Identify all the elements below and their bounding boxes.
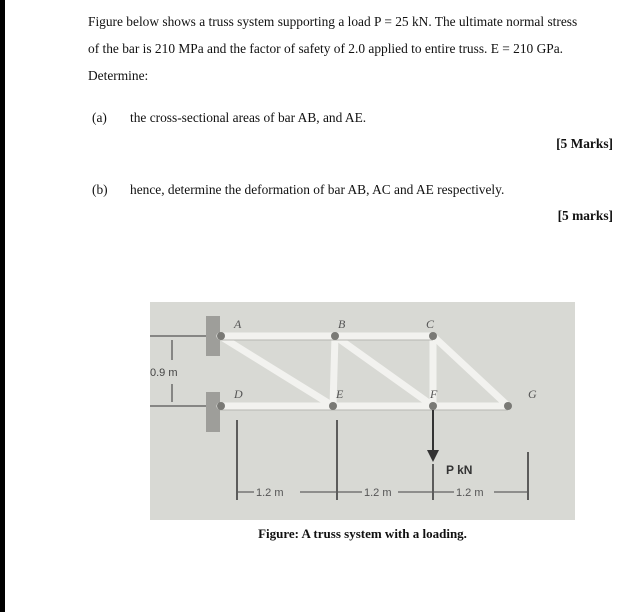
span-label-3: 1.2 m [456, 487, 484, 499]
truss-figure [150, 302, 575, 520]
node-label-g: G [528, 387, 537, 401]
member-be [333, 336, 335, 406]
joint-g [504, 402, 512, 410]
node-label-a: A [234, 317, 242, 331]
joint-e [329, 402, 337, 410]
intro-line-2: of the bar is 210 MPa and the factor of safety of 2.0 applied to entire truss. E = 210 GPa. [88, 41, 563, 56]
figure-caption: Figure: A truss system with a loading. [258, 526, 467, 541]
span-label-1: 1.2 m [256, 487, 284, 499]
joint-a [217, 332, 225, 340]
question-a-label: (a) [92, 110, 107, 125]
node-label-b: B [338, 317, 346, 331]
node-label-c: C [426, 317, 435, 331]
node-label-e: E [336, 387, 344, 401]
height-label: 0.9 m [150, 367, 178, 379]
question-a-text: the cross-sectional areas of bar AB, and AE. [130, 110, 367, 125]
node-label-d: D [234, 387, 243, 401]
joint-f [429, 402, 437, 410]
left-border-bar [0, 0, 5, 612]
joint-d [217, 402, 225, 410]
question-b-marks: [5 marks] [557, 208, 613, 223]
joint-b [331, 332, 339, 340]
node-label-f: F [430, 387, 438, 401]
question-b-text: hence, determine the deformation of bar AB, AC and AE respectively. [130, 182, 505, 197]
intro-line-1: Figure below shows a truss system supporting a load P = 25 kN. The ultimate normal stress [88, 14, 578, 29]
problem-statement [88, 8, 618, 89]
span-label-2: 1.2 m [364, 487, 392, 499]
load-label: P kN [446, 463, 473, 477]
question-a-marks: [5 Marks] [556, 136, 613, 151]
joint-c [429, 332, 437, 340]
intro-line-3: Determine: [88, 68, 149, 83]
question-b-label: (b) [92, 182, 108, 197]
wall-support-bottom [206, 392, 220, 432]
